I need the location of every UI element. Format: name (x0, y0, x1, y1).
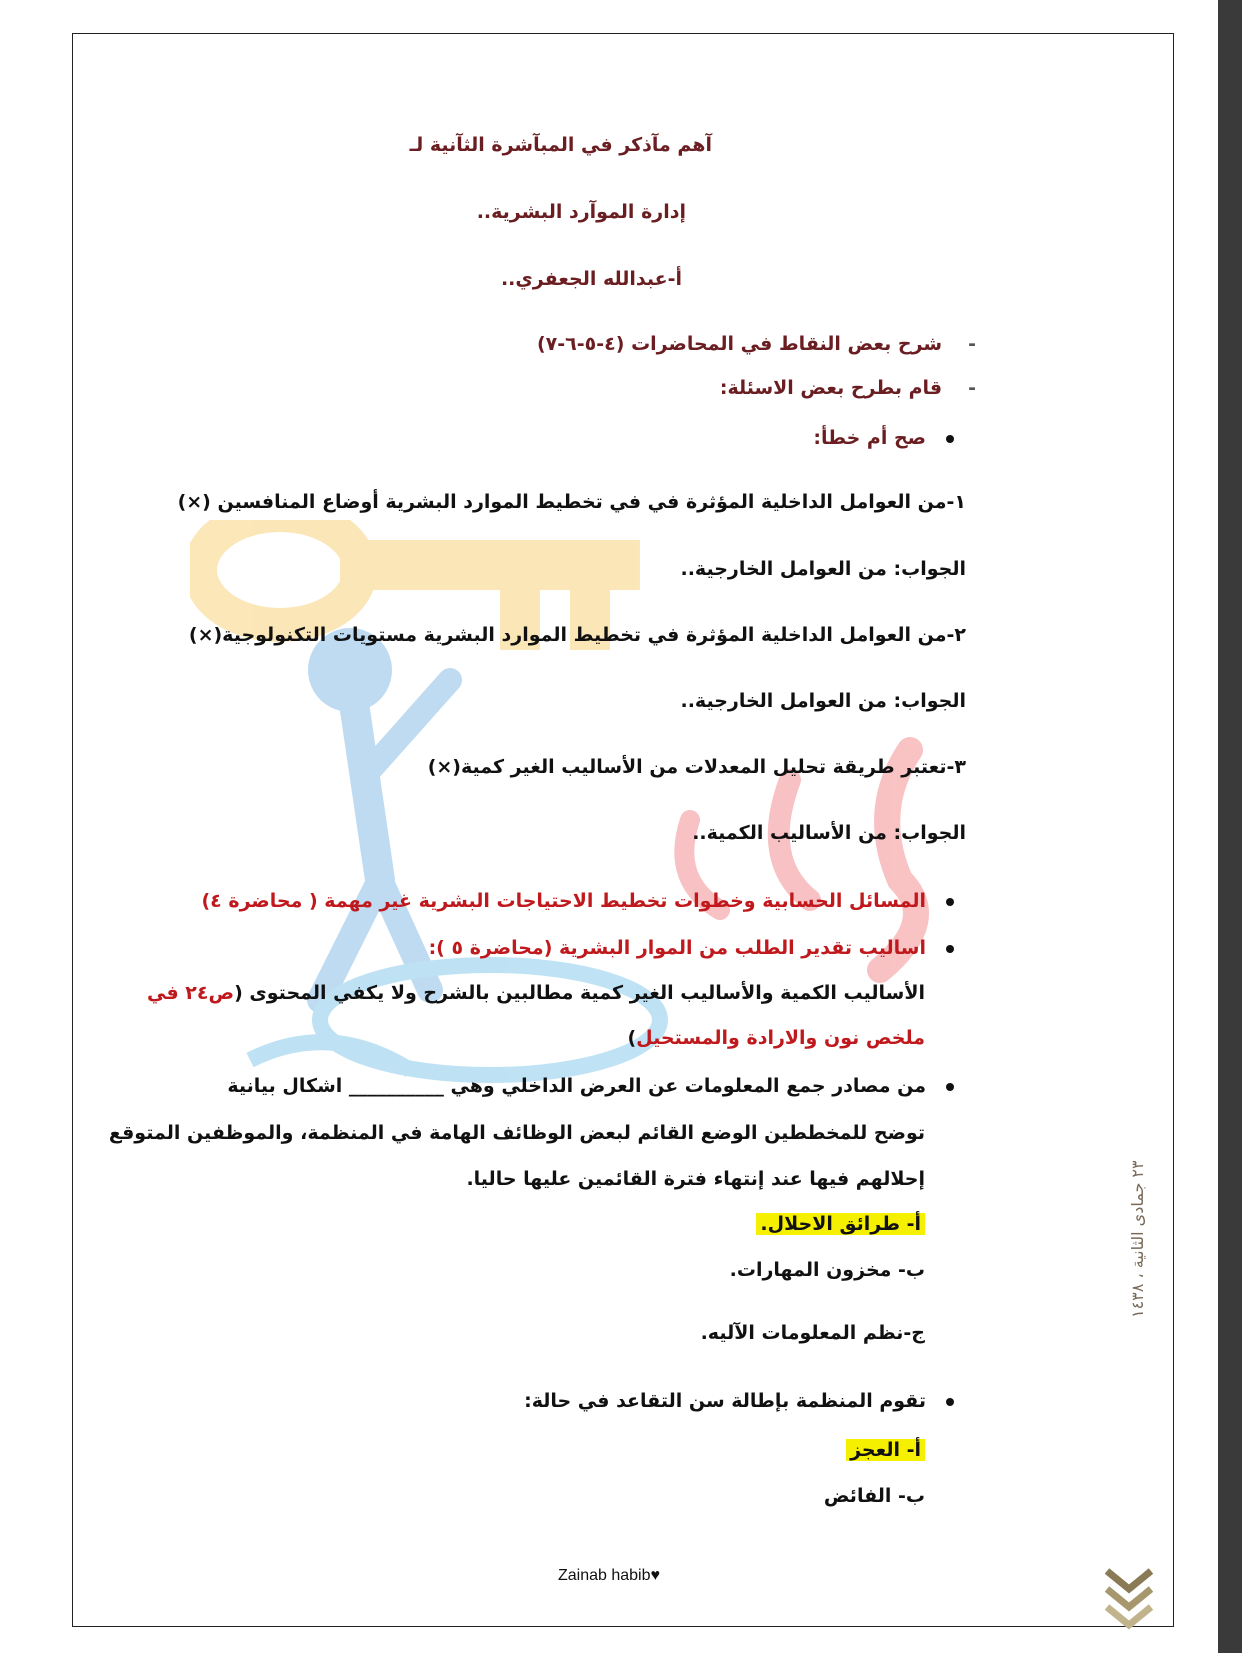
note-2-summary-ref: ملخص نون والارادة والمستحيل (636, 1027, 925, 1049)
dash-item-2 (720, 377, 976, 399)
answer-3: الجواب: من الأساليب الكمية.. (692, 822, 966, 844)
dash-item-1 (537, 333, 976, 355)
date-side-note: ٢٣ جمادى الثانية ، ١٤٣٨ (1128, 1160, 1147, 1318)
mcq2-question-text: تقوم المنظمة بإطالة سن التقاعد في حالة: (524, 1390, 926, 1412)
question-1: ١-من العوامل الداخلية المؤثرة في في تخطيط الموارد البشرية أوضاع المنافسين (×) (177, 491, 966, 513)
mcq1-line-2: توضح للمخططين الوضع القائم لبعض الوظائف الهامة في المنظمة، والموظفين المتوقع (108, 1122, 925, 1144)
mcq1-line-3: إحلالهم فيها عند إنتهاء فترة القائمين عليها حاليا. (466, 1168, 925, 1190)
note-1-text: المسائل الحسابية وخطوات تخطيط الاحتياجات البشرية غير مهمة ( محاضرة ٤) (201, 890, 926, 912)
mcq1-line-1 (227, 1075, 954, 1097)
mcq1-question-text: من مصادر جمع المعلومات عن العرض الداخلي وهي __________ اشكال بيانية (227, 1075, 926, 1097)
answer-1: الجواب: من العوامل الخارجية.. (680, 558, 966, 580)
mcq2-correct-answer: أ- العجز (846, 1439, 925, 1461)
bullet-icon (946, 1398, 954, 1406)
note-2-body-line-1 (147, 982, 925, 1004)
answer-2: الجواب: من العوامل الخارجية.. (680, 690, 966, 712)
mcq2-question (524, 1390, 954, 1412)
question-3: ٣-تعتبر طريقة تحليل المعدلات من الأساليب الغير كمية(×) (427, 756, 966, 778)
title-line-2: إدارة الموآرد البشرية.. (476, 201, 686, 223)
mcq1-option-c: ج-نظم المعلومات الآليه. (700, 1322, 925, 1344)
bullet-icon (946, 945, 954, 953)
mcq1-option-b: ب- مخزون المهارات. (729, 1259, 925, 1281)
question-2: ٢-من العوامل الداخلية المؤثرة في تخطيط الموارد البشرية مستويات التكنولوجية(×) (188, 624, 966, 646)
note-2-body-line-2 (627, 1027, 925, 1049)
mcq1-correct-answer: أ- طرائق الاحلال. (756, 1213, 925, 1235)
note-2-text: اساليب تقدير الطلب من الموار البشرية (محاضرة ٥ ): (428, 937, 926, 959)
footer-signature: Zainab habib♥ (557, 1567, 660, 1584)
note-2-close-paren: ) (627, 1027, 637, 1049)
mcq2-option-a (846, 1439, 925, 1461)
true-false-label (813, 427, 954, 449)
title-line-1: آهم مآذكر في المبآشرة الثآنية لـ (409, 134, 712, 156)
mcq2-option-b: ب- الفائض (823, 1485, 925, 1507)
bullet-icon (946, 1083, 954, 1091)
mcq1-option-a (756, 1213, 925, 1235)
right-edge-bar (1218, 0, 1242, 1653)
dash-icon: - (968, 377, 976, 399)
note-2-page-ref: ص٢٤ في (147, 982, 235, 1004)
dash-item-text: شرح بعض النقاط في المحاضرات (٤-٥-٦-٧) (536, 333, 943, 355)
note-1 (201, 890, 954, 912)
true-false-label-text: صح أم خطأ: (813, 427, 926, 449)
bullet-icon (946, 435, 954, 443)
note-2-body-text: الأساليب الكمية والأساليب الغير كمية مطالبين بالشرح ولا يكفي المحتوى ( (234, 982, 925, 1004)
dash-item-text: قام بطرح بعض الاسئلة: (719, 377, 943, 399)
dash-icon: - (968, 333, 976, 355)
chevron-down-icon (1103, 1565, 1155, 1631)
bullet-icon (946, 898, 954, 906)
title-line-3: أ-عبدالله الجعفري.. (500, 268, 682, 290)
note-2 (429, 937, 954, 959)
